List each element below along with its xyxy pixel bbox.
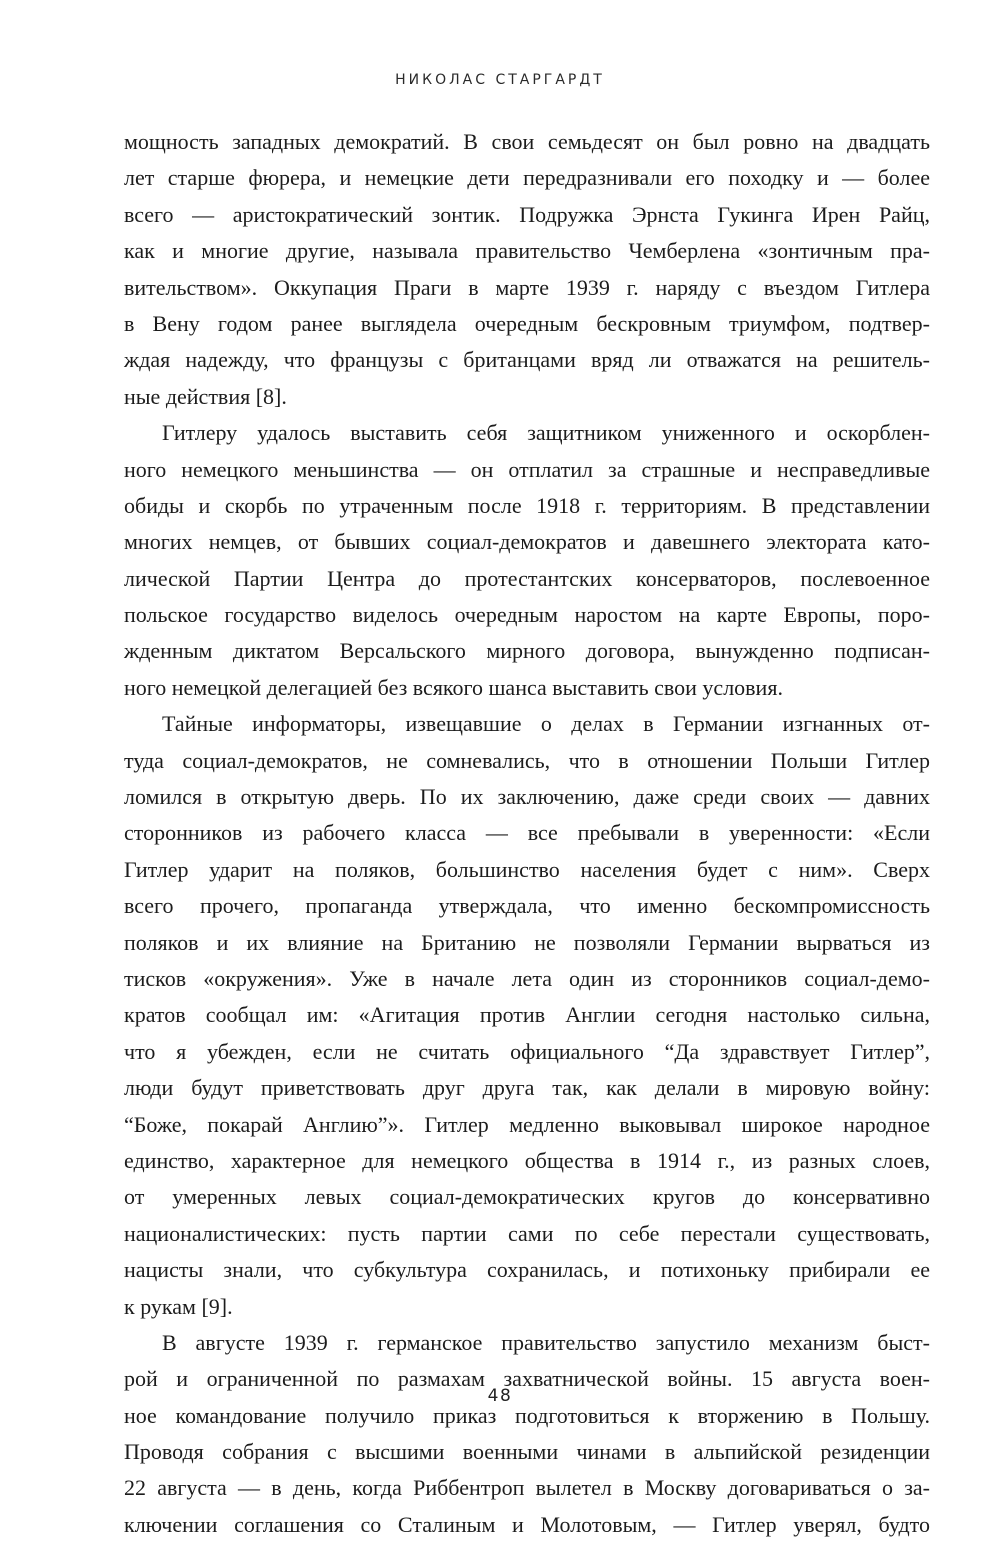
running-head: НИКОЛАС СТАРГАРДТ [395, 72, 605, 88]
text-line: кратов сообщал им: «Агитация против Англии сегодня настолько сильна, [124, 1002, 930, 1028]
page-number: 48 [487, 1386, 513, 1406]
text-line: ного немецкой делегацией без всякого шанса выставить свои условия. [124, 674, 783, 700]
text-line: “Боже, покарай Англию”». Гитлер медленно выковывал широкое народное [124, 1111, 930, 1137]
paragraph-3 [124, 706, 930, 1325]
text-line: Проводя собрания с высшими военными чинами в альпийской резиденции [124, 1439, 930, 1465]
text-line: вительством». Оккупация Праги в марте 1939 г. наряду с въездом Гитлера [124, 274, 930, 300]
text-line: В августе 1939 г. германское правительство запустило механизм быст- [162, 1329, 930, 1355]
paragraph-4 [124, 1325, 930, 1543]
text-line: как и многие другие, называла правительство Чемберлена «зонтичным пра- [124, 238, 930, 264]
text-line: единство, характерное для немецкого общества в 1914 г., из разных слоев, [124, 1147, 930, 1173]
text-line: ключении соглашения со Сталиным и Молотовым, — Гитлер уверял, будто [124, 1511, 930, 1537]
paragraph-2 [124, 415, 930, 706]
text-line: многих немцев, от бывших социал-демократов и давешнего электората като- [124, 529, 930, 555]
text-line: всего прочего, пропаганда утверждала, что именно бескомпромиссность [124, 893, 930, 919]
text-line: мощность западных демократий. В свои семьдесят он был ровно на двадцать [124, 129, 930, 154]
text-line: лет старше фюрера, и немецкие дети передразнивали его походку и — более [124, 165, 930, 191]
body-text [124, 124, 930, 1543]
text-line: ные действия [8]. [124, 383, 287, 409]
text-line: от умеренных левых социал-демократических кругов до консервативно [124, 1184, 930, 1210]
text-line: всего — аристократический зонтик. Подружка Эрнста Гукинга Ирен Райц, [124, 201, 930, 227]
text-line: обиды и скорбь по утраченным после 1918 г. территориям. В представлении [124, 492, 930, 518]
text-line: жденным диктатом Версальского мирного договора, вынужденно подписан- [124, 638, 930, 664]
paragraph-1 [124, 124, 930, 415]
text-line: ного немецкого меньшинства — он отплатил за страшные и несправедливые [124, 456, 930, 482]
text-line: лической Партии Центра до протестантских консерваторов, послевоенное [124, 565, 930, 591]
text-line: националистических: пусть партии сами по себе перестали существовать, [124, 1220, 930, 1246]
text-line: в Вену годом ранее выглядела очередным бескровным триумфом, подтвер- [124, 310, 930, 336]
text-line: нацисты знали, что субкультура сохранилась, и потихоньку прибирали ее [124, 1257, 930, 1283]
text-line: Гитлер ударит на поляков, большинство населения будет с ним». Сверх [124, 856, 930, 882]
text-line: Гитлеру удалось выставить себя защитником униженного и оскорблен- [162, 420, 930, 446]
text-line: сторонников из рабочего класса — все пребывали в уверенности: «Если [124, 820, 930, 846]
text-line: 22 августа — в день, когда Риббентроп вылетел в Москву договариваться о за- [124, 1475, 930, 1501]
text-line: ное командование получило приказ подготовиться к вторжению в Польшу. [124, 1402, 930, 1428]
text-line: Тайные информаторы, извещавшие о делах в Германии изгнанных от- [162, 711, 930, 737]
text-line: тисков «окружения». Уже в начале лета один из сторонников социал-демо- [124, 965, 930, 991]
text-line: польское государство виделось очередным наростом на карте Европы, поро- [124, 602, 930, 628]
text-line: что я убежден, если не считать официального “Да здравствует Гитлер”, [124, 1038, 930, 1064]
text-line: люди будут приветствовать друг друга так, как делали в мировую войну: [124, 1075, 930, 1101]
text-line: ждая надежду, что французы с британцами вряд ли отважатся на решитель- [124, 347, 930, 373]
text-line: рой и ограниченной по размахам захватнической войны. 15 августа воен- [124, 1366, 930, 1392]
text-line: к рукам [9]. [124, 1293, 233, 1319]
text-line: поляков и их влияние на Британию не позволяли Германии вырваться из [124, 929, 930, 955]
text-line: ломился в открытую дверь. По их заключению, даже среди своих — давних [124, 784, 930, 810]
text-line: туда социал-демократов, не сомневались, что в отношении Польши Гитлер [124, 747, 930, 773]
